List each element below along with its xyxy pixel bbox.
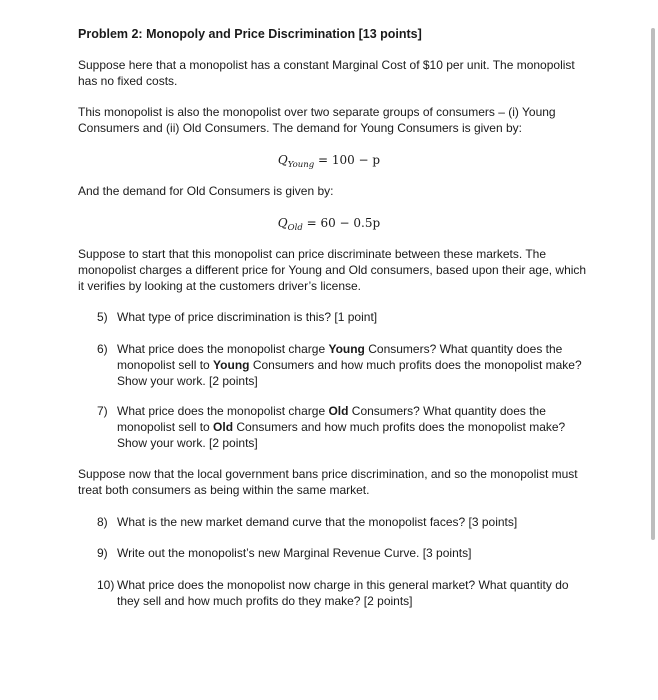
question-6-part-e: Consumers and how much profits does the monopolist make? Show your work. [2 points] (117, 358, 582, 388)
question-7-text (117, 403, 587, 451)
old-demand-intro: And the demand for Old Consumers is given by: (78, 184, 334, 198)
question-5-text: What type of price discrimination is this? [1 point] (117, 310, 378, 324)
question-5-number: 5) (97, 310, 108, 324)
question-8-number: 8) (97, 515, 108, 529)
question-10-text: What price does the monopolist now charge in this general market? What quantity do they sell and how much profits do they make? [2 points] (117, 578, 569, 608)
question-9-number: 9) (97, 546, 108, 560)
old-eq-sub: Old (287, 223, 303, 233)
question-6-number: 6) (97, 342, 108, 356)
question-6-emphasis-young: Young (328, 342, 365, 356)
young-eq-q: Q (277, 153, 288, 167)
question-7-emphasis-old-2: Old (213, 420, 234, 434)
old-demand-equation (0, 215, 658, 236)
price-discrimination-ban-paragraph: Suppose now that the local government bans price discrimination, and so the monopolist must treat both consumers as being within the same market. (78, 467, 578, 497)
young-eq-rhs: = 100 − p (314, 153, 381, 167)
old-eq-q: Q (277, 216, 288, 230)
question-7-part-e: Consumers and how much profits does the monopolist make? Show your work. [2 points] (117, 420, 566, 450)
question-9 (97, 545, 587, 561)
question-6 (97, 341, 587, 389)
question-6-part-c: Consumers? What quantity does the monopolist sell to (117, 342, 563, 372)
question-7 (97, 403, 587, 451)
question-6-part-a: What price does the monopolist charge (117, 342, 329, 356)
question-9-text: Write out the monopolist’s new Marginal Revenue Curve. [3 points] (117, 546, 472, 560)
vertical-scrollbar[interactable] (651, 28, 655, 540)
question-8-text: What is the new market demand curve that the monopolist faces? [3 points] (117, 515, 518, 529)
question-7-number: 7) (97, 404, 108, 418)
young-demand-equation (0, 152, 658, 173)
question-7-emphasis-old: Old (328, 404, 349, 418)
question-10-number: 10) (97, 578, 115, 592)
question-7-part-a: What price does the monopolist charge (117, 404, 329, 418)
question-7-part-c: Consumers? What quantity does the monopolist sell to (117, 404, 546, 434)
question-6-text (117, 341, 587, 389)
problem-title: Problem 2: Monopoly and Price Discrimination [13 points] (78, 27, 422, 41)
question-10 (97, 577, 587, 609)
intro-paragraph: Suppose here that a monopolist has a constant Marginal Cost of $10 per unit. The monopolist has no fixed costs. (78, 58, 575, 88)
young-eq-sub: Young (287, 160, 315, 170)
consumer-groups-paragraph: This monopolist is also the monopolist over two separate groups of consumers – (i) Young Consumers and (ii) Old Consumers. The demand for Young Consumers is given by: (78, 105, 556, 135)
old-eq-rhs: = 60 − 0.5p (302, 216, 381, 230)
question-6-emphasis-young-2: Young (213, 358, 250, 372)
question-8 (97, 514, 587, 530)
question-5 (97, 309, 587, 325)
price-discrimination-paragraph: Suppose to start that this monopolist can price discriminate between these markets. The monopolist charges a different price for Young and Old consumers, based upon their age, which it verifies by looking at the customers driver’s license. (78, 247, 587, 293)
